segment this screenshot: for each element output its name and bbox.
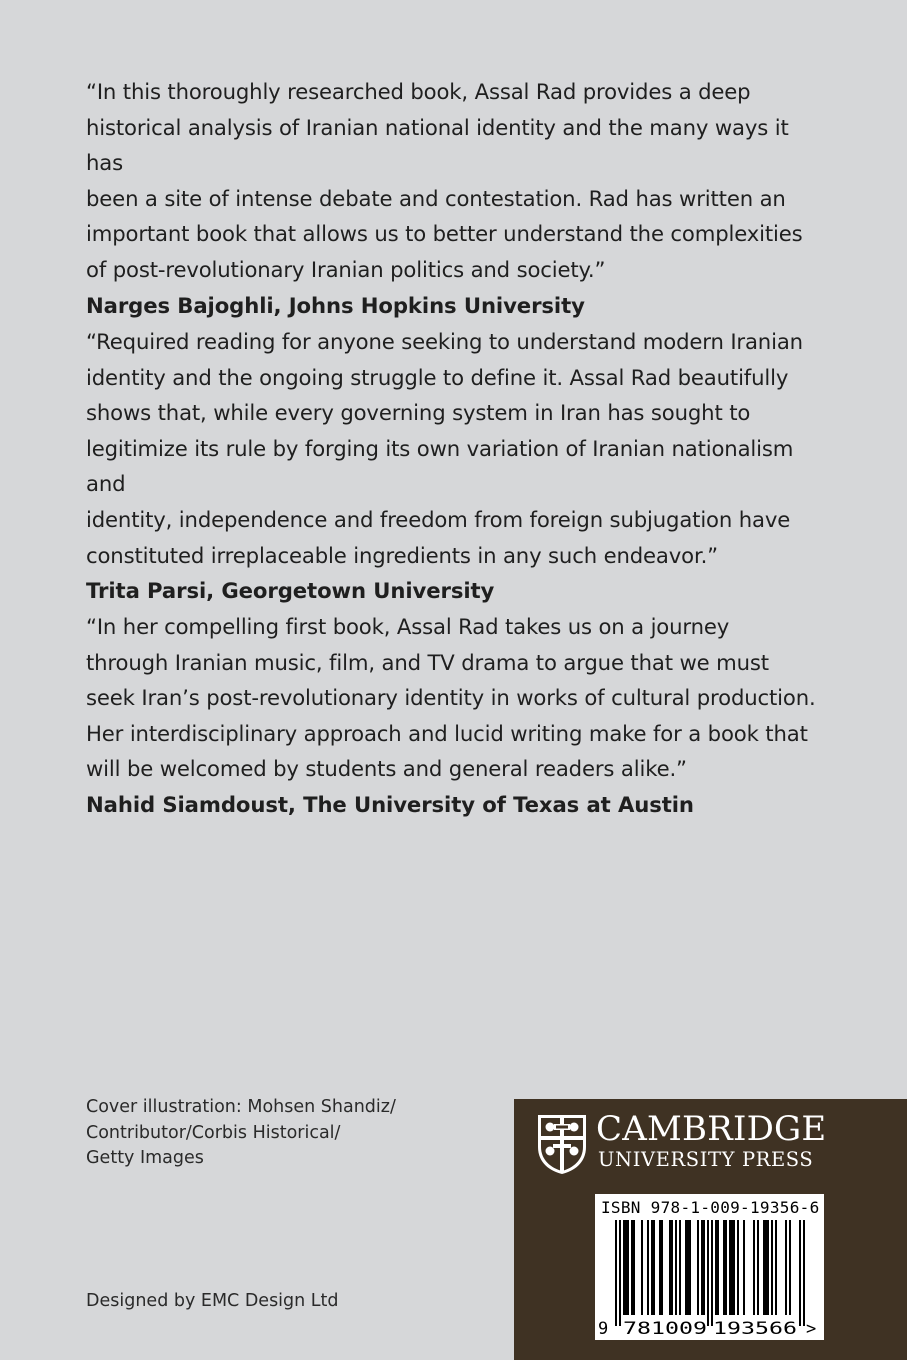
barcode-bar bbox=[757, 1220, 759, 1315]
barcode-arrow: > bbox=[806, 1319, 817, 1339]
endorsement-1-line: historical analysis of Iranian national identity and the many ways it has bbox=[86, 114, 789, 176]
barcode-bar bbox=[675, 1220, 677, 1315]
endorsement-2-line: legitimize its rule by forging its own variation of Iranian nationalism and bbox=[86, 435, 794, 497]
barcode-bar bbox=[671, 1220, 673, 1315]
endorsement-1-author: Narges Bajoghli, Johns Hopkins University bbox=[86, 292, 585, 318]
endorsement-3-line: will be welcomed by students and general readers alike.” bbox=[86, 756, 687, 782]
barcode-bar bbox=[689, 1220, 691, 1315]
barcode-bar bbox=[653, 1220, 655, 1315]
endorsement-2-line: identity and the ongoing struggle to define it. Assal Rad beautifully bbox=[86, 364, 789, 390]
barcode-digit-first: 9 bbox=[598, 1319, 609, 1339]
credit-line: Cover illustration: Mohsen Shandiz/ bbox=[86, 1097, 396, 1117]
barcode-graphic bbox=[595, 1194, 824, 1340]
barcode-bar bbox=[703, 1220, 705, 1315]
barcode-bar bbox=[623, 1220, 625, 1315]
barcode-bar bbox=[641, 1220, 643, 1315]
barcode-bar bbox=[733, 1220, 735, 1315]
barcode-bar bbox=[763, 1220, 765, 1315]
endorsement-3-author: Nahid Siamdoust, The University of Texas at Austin bbox=[86, 791, 694, 817]
barcode-bar bbox=[715, 1220, 717, 1315]
barcode-bar bbox=[725, 1220, 727, 1315]
barcode-bar bbox=[723, 1220, 725, 1315]
barcode-bar bbox=[765, 1220, 767, 1315]
credit-line: Getty Images bbox=[86, 1148, 204, 1168]
publisher-panel bbox=[514, 1099, 907, 1360]
barcode-bars bbox=[615, 1220, 805, 1326]
endorsement-1-line: of post-revolutionary Iranian politics and society.” bbox=[86, 256, 606, 282]
barcode-bar bbox=[661, 1220, 663, 1315]
barcode-bar bbox=[631, 1220, 633, 1315]
barcode-bar bbox=[803, 1220, 805, 1326]
barcode-bar bbox=[679, 1220, 681, 1315]
endorsement-3 bbox=[86, 609, 831, 823]
endorsement-1-line: been a site of intense debate and contestation. Rad has written an bbox=[86, 185, 786, 211]
endorsement-1-line: “In this thoroughly researched book, Assal Rad provides a deep bbox=[86, 79, 751, 104]
barcode-bar bbox=[729, 1220, 731, 1315]
endorsement-3-line: “In her compelling first book, Assal Rad takes us on a journey bbox=[86, 614, 730, 639]
barcode-bar bbox=[717, 1220, 719, 1315]
barcode-bar bbox=[633, 1220, 635, 1315]
barcode-bar bbox=[627, 1220, 629, 1315]
barcode-bar bbox=[615, 1220, 617, 1326]
barcode-bar bbox=[767, 1220, 769, 1315]
barcode-bar bbox=[647, 1220, 649, 1315]
cover-illustration-credit bbox=[86, 1095, 416, 1172]
endorsement-2 bbox=[86, 324, 831, 609]
credit-line: Contributor/Corbis Historical/ bbox=[86, 1122, 341, 1143]
barcode-bar bbox=[685, 1220, 687, 1315]
isbn-barcode bbox=[595, 1194, 824, 1340]
barcode-bar bbox=[625, 1220, 627, 1315]
barcode-bar bbox=[731, 1220, 733, 1315]
barcode-bar bbox=[669, 1220, 671, 1315]
endorsement-2-line: constituted irreplaceable ingredients in any such endeavor.” bbox=[86, 542, 718, 568]
barcode-bar bbox=[771, 1220, 773, 1315]
endorsement-2-line: “Required reading for anyone seeking to understand modern Iranian bbox=[86, 329, 803, 354]
endorsement-2-author: Trita Parsi, Georgetown University bbox=[86, 578, 495, 604]
endorsement-1 bbox=[86, 74, 831, 323]
publisher-subtitle: UNIVERSITY PRESS bbox=[598, 1148, 814, 1171]
isbn-label: ISBN 978-1-009-19356-6 bbox=[601, 1198, 820, 1217]
barcode-bar bbox=[707, 1220, 709, 1326]
barcode-bar bbox=[651, 1220, 653, 1315]
cambridge-crest-icon bbox=[536, 1113, 588, 1175]
barcode-bar bbox=[743, 1220, 745, 1315]
design-credit: Designed by EMC Design Ltd bbox=[86, 1291, 339, 1311]
publisher-name: CAMBRIDGE bbox=[596, 1109, 827, 1149]
barcode-bar bbox=[753, 1220, 755, 1315]
endorsement-2-line: identity, independence and freedom from foreign subjugation have bbox=[86, 506, 791, 532]
endorsement-3-line: Her interdisciplinary approach and lucid writing make for a book that bbox=[86, 720, 808, 746]
barcode-bar bbox=[687, 1220, 689, 1315]
barcode-bar bbox=[737, 1220, 739, 1315]
barcode-digits-right: 193566 bbox=[713, 1319, 797, 1339]
barcode-bar bbox=[775, 1220, 777, 1315]
barcode-bar bbox=[619, 1220, 621, 1326]
barcode-bar bbox=[785, 1220, 787, 1315]
barcode-bar bbox=[701, 1220, 703, 1315]
endorsement-3-line: seek Iran’s post-revolutionary identity in works of cultural production. bbox=[86, 685, 816, 711]
endorsement-3-line: through Iranian music, film, and TV drama to argue that we must bbox=[86, 649, 769, 675]
endorsement-1-line: important book that allows us to better understand the complexities bbox=[86, 221, 803, 247]
barcode-bar bbox=[711, 1220, 713, 1326]
barcode-bar bbox=[789, 1220, 791, 1315]
barcode-bar bbox=[697, 1220, 699, 1315]
barcode-bar bbox=[659, 1220, 661, 1315]
barcode-bar bbox=[799, 1220, 801, 1326]
barcode-digits-left: 781009 bbox=[623, 1319, 707, 1339]
endorsement-2-line: shows that, while every governing system in Iran has sought to bbox=[86, 400, 751, 426]
